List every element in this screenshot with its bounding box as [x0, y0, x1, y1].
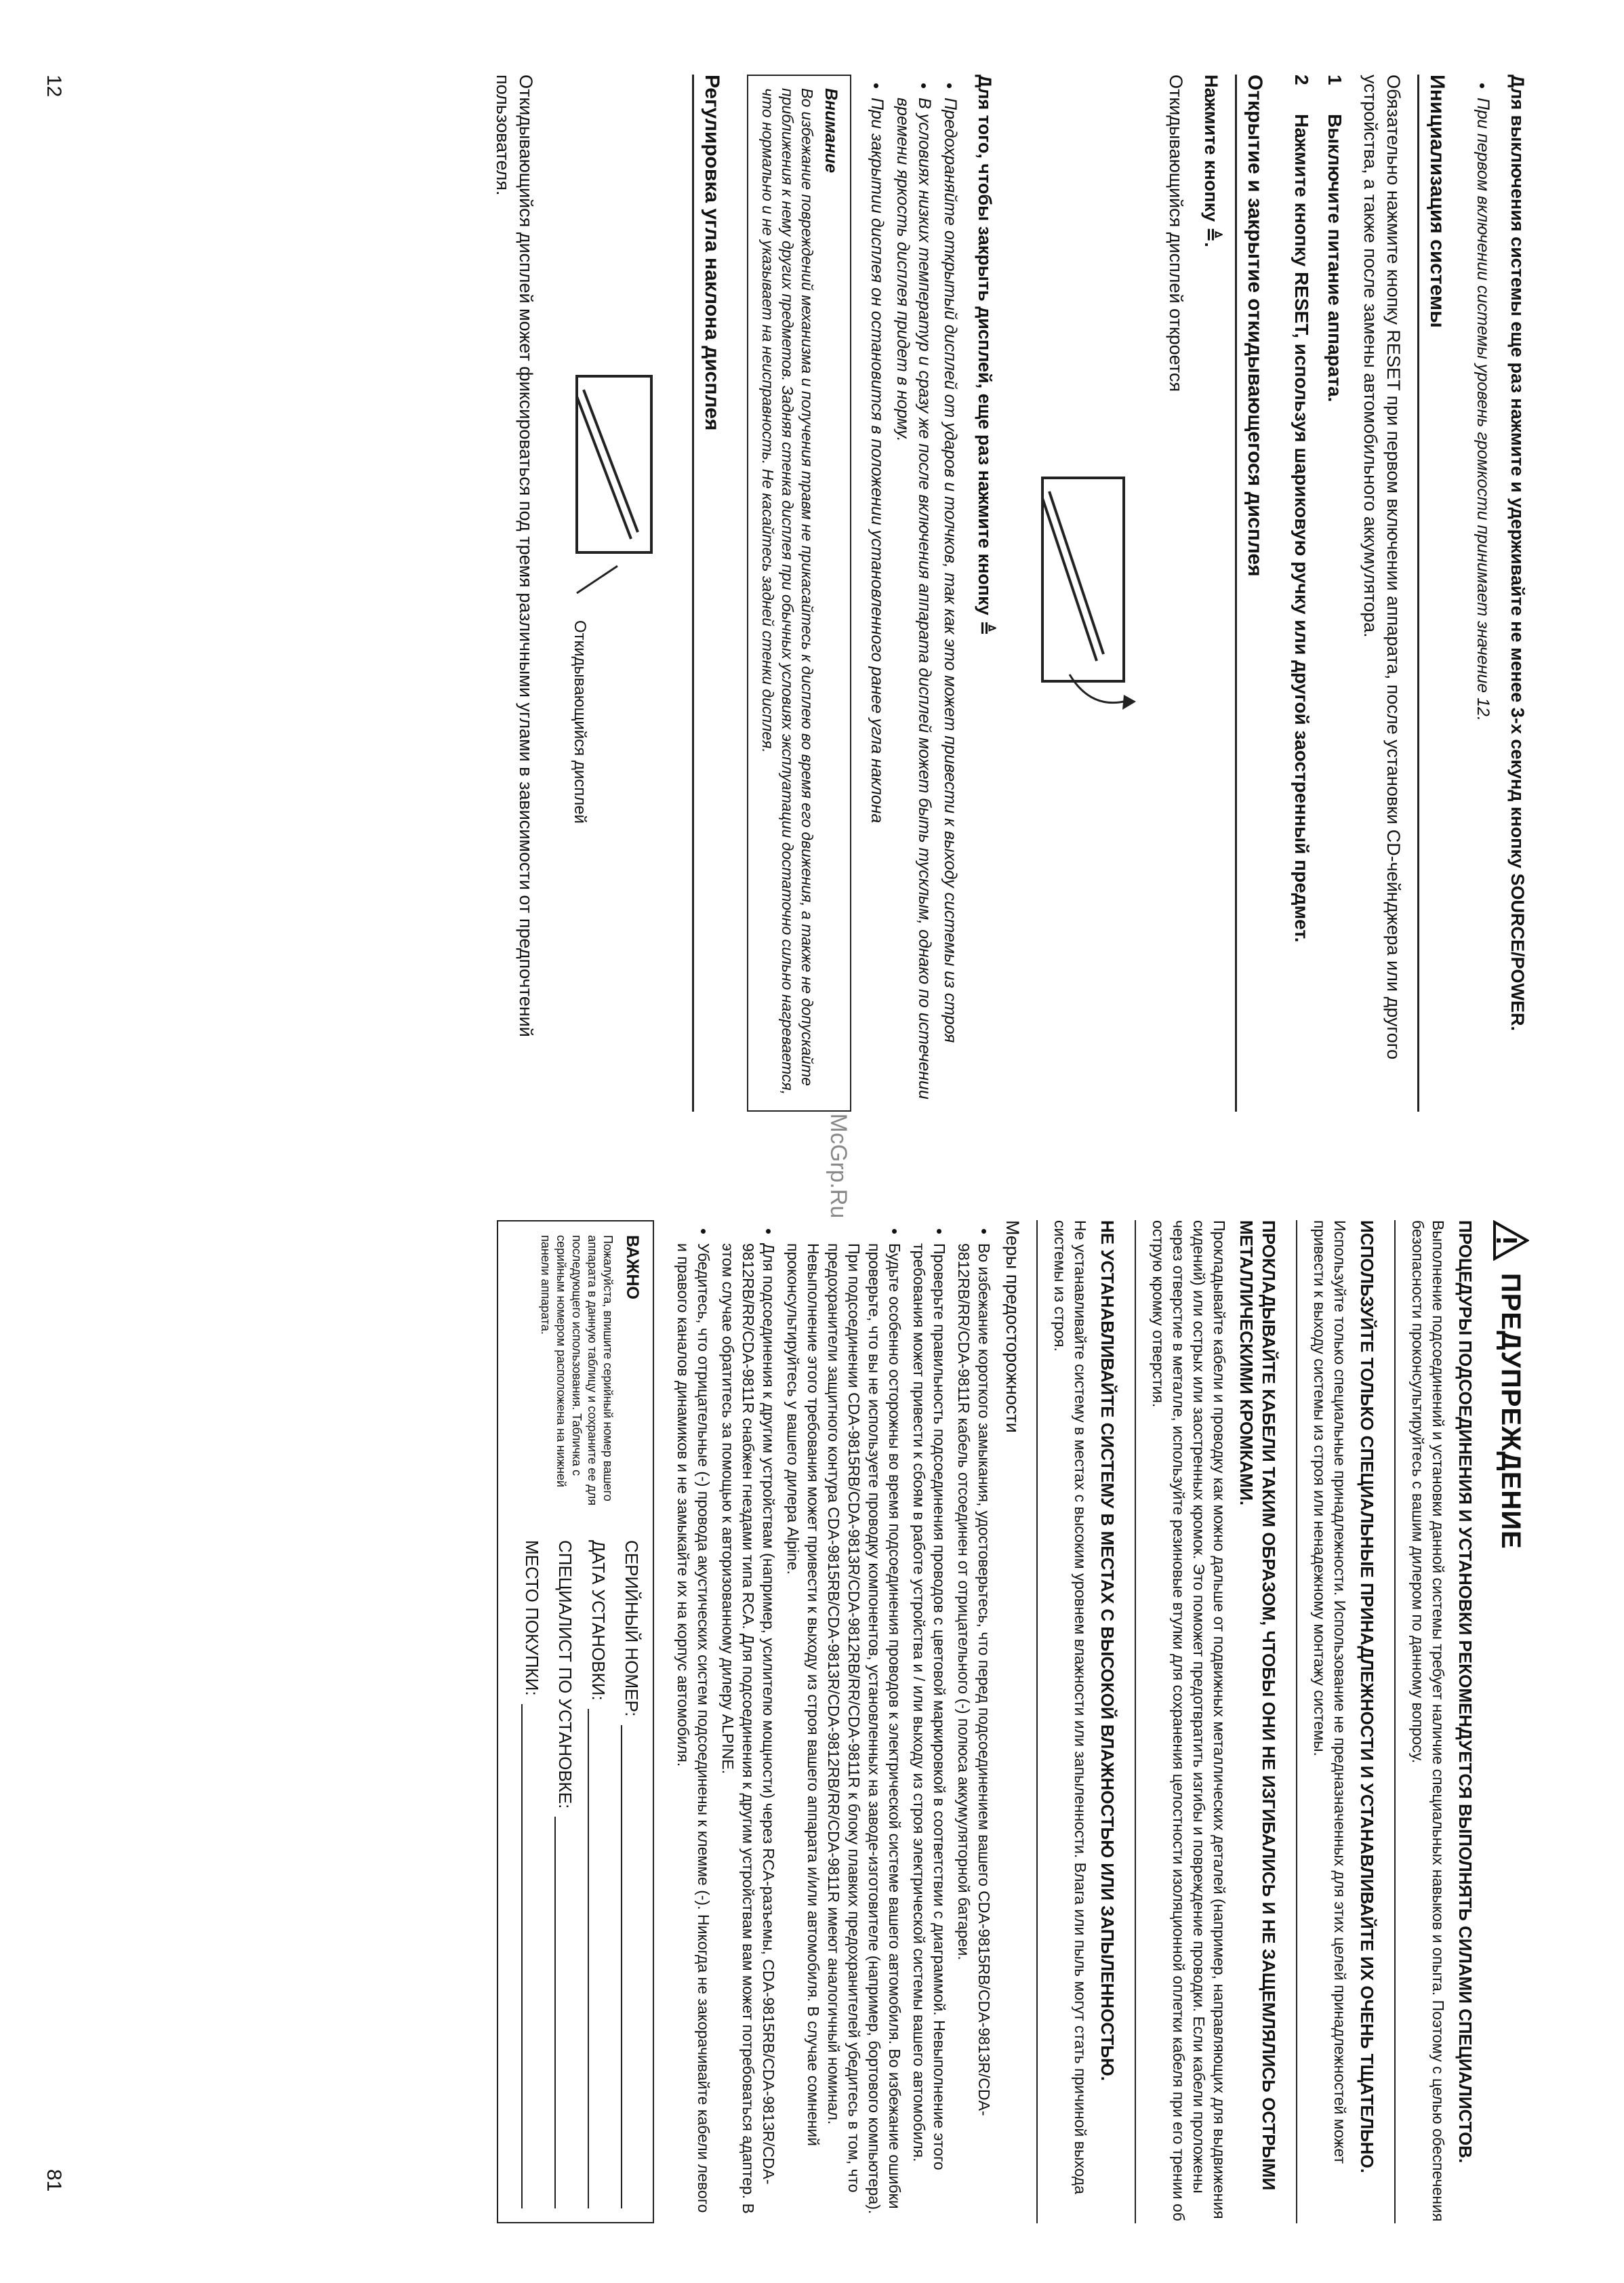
warning-4-heading: НЕ УСТАНАВЛИВАЙТЕ СИСТЕМУ В МЕСТАХ С ВЫСОКОЙ ВЛАЖНОСТЬЮ ИЛИ ЗАПЫЛЕННОСТЬЮ. — [1097, 1220, 1118, 2082]
tilt-section-title: Регулировка угла наклона дисплея — [692, 75, 724, 1112]
tilt-figure — [556, 75, 678, 1112]
init-section-title: Инициализация системы — [1417, 75, 1449, 1112]
page-12 — [479, 75, 1529, 1112]
precautions-title: Меры предосторожности — [1002, 1220, 1023, 1433]
step-2-text: Нажмите кнопку RESET, используя шариковую ручку или другой заостренный предмет. — [1291, 114, 1312, 943]
serial-number-field[interactable] — [621, 1540, 642, 2208]
intro-notes — [1472, 75, 1494, 1112]
page-number-right: 81 — [43, 2169, 65, 2192]
watermark: McGrp.Ru — [826, 1113, 851, 1219]
step-2-number: 2 — [1291, 75, 1312, 85]
tilt-figure-label: Откидывающийся дисплей — [571, 620, 589, 824]
warning-2-text: Используйте только специальные принадлежности. Использование не предназначенных для этих целей принадлежностей может привести к выходу системы из строя или ненадежному монтажу системы. — [1311, 1220, 1349, 2164]
display-tilt-illustration — [556, 363, 678, 607]
precaution-item: • Убедитесь, что отрицательные (-) провода акустических систем подсоединены к клемме (-). Никогда не закорачивайте кабели левого и правого каналов динамиков и не замыкайте их на корпус автомобиля. — [673, 1243, 714, 2223]
important-text: Пожалуйста, впишите серийный номер вашего аппарата в данную таблицу и сохраните ее для последующего использования. Табличка с серийным номером расположена на нижней панели аппарата. — [539, 1235, 615, 1506]
warning-4-text: Не устанавливайте систему в местах с высоким уровнем влажности или запыленности. Влага или пыль могут стать причиной выхода системы из строя. — [1051, 1220, 1089, 2195]
installer-label: СПЕЦИАЛИСТ ПО УСТАНОВКЕ: — [555, 1540, 575, 1809]
divider — [1394, 1220, 1396, 2223]
purchase-place-field[interactable] — [521, 1540, 542, 2208]
warning-header — [1493, 1220, 1529, 2223]
step-1-text: Выключите питание аппарата. — [1324, 114, 1345, 403]
display-opens-text: Откидывающийся дисплей откроется — [1166, 75, 1186, 392]
serial-number-label: СЕРИЙНЫЙ НОМЕР: — [622, 1540, 642, 1717]
important-title: ВАЖНО — [623, 1235, 642, 1299]
open-close-section-title: Открытие и закрытие откидывающегося дисплея — [1235, 75, 1267, 1112]
step-1 — [1323, 75, 1347, 1112]
warning-2-heading: ИСПОЛЬЗУЙТЕ ТОЛЬКО СПЕЦИАЛЬНЫЕ ПРИНАДЛЕЖНОСТИ И УСТАНАВЛИВАЙТЕ ИХ ОЧЕНЬ ТЩАТЕЛЬНО. — [1357, 1220, 1377, 2173]
warning-1-heading: ПРОЦЕДУРЫ ПОДСОЕДИНЕНИЯ И УСТАНОВКИ РЕКОМЕНДУЕТСЯ ВЫПОЛНЯТЬ СИЛАМИ СПЕЦИАЛИСТОВ. — [1455, 1220, 1476, 2164]
warning-3-heading: ПРОКЛАДЫВАЙТЕ КАБЕЛИ ТАКИМ ОБРАЗОМ, ЧТОБЫ ОНИ НЕ ИЗГИБАЛИСЬ И НЕ ЗАЩЕМЛЯЛИСЬ ОСТРЫМИ МЕТАЛЛИЧЕСКИМИ КРОМКАМИ. — [1236, 1220, 1279, 2191]
precaution-item: • Для подсоединения к другим устройствам (например, усилителю мощности) через RCA-разъемы, CDA-9815RB/CDA-9813R/CDA-9812RB/RR/CDA-9811R снабжен гнездами типа RCA. Для подсоединения к другим устройствам вам может потребоваться адаптер. В этом случае обратитесь за помощью к авторизованному дилеру ALPINE. — [718, 1243, 779, 2223]
page-number-left: 12 — [43, 75, 65, 98]
step-2 — [1290, 75, 1314, 1112]
caution-box — [747, 75, 851, 1112]
important-info — [509, 1235, 642, 1520]
precaution-item: • Проверьте правильность подсоединения проводов с цветовой маркировкой в соответствии с диаграммой. Невыполнение этого требования может привести к сбоям в работе устройства и / или выходу из строя электрической системы вашего автомобиля. — [909, 1243, 950, 2223]
purchase-place-label: МЕСТО ПОКУПКИ: — [522, 1540, 542, 1696]
display-open-illustration — [1015, 451, 1151, 735]
volume-note: • При первом включении системы уровень громкости принимает значение 12. — [1472, 98, 1494, 1112]
press-open-instruction: Нажмите кнопку ≜. — [1201, 75, 1221, 247]
precaution-item: • Во избежание короткого замыкания, удостоверьтесь, что перед подсоединением вашего CDA-9815RB/CDA-9813R/CDA-9812RB/RR/CDA-9811R кабель отсоединен от отрицательного (-) полюса аккумуляторной батареи. — [954, 1243, 994, 2223]
warning-1-text: Выполнение подсоединений и установки данной системы требует наличие специальных навыков и опыта. Поэтому с целью обеспечения безопасности проконсультируйтесь с вашим дилером по данному вопросу. — [1409, 1220, 1447, 2222]
display-note-3: • При закрытии дисплея он остановится в положении установленного ранее угла наклона — [866, 98, 888, 1112]
warning-3-text: Прокладывайте кабели и проводку как можно дальше от подвижных металлических деталей (например, направляющих для выдвижения сидений) или острых или заостренных кромок. Это поможет предотвратить изгибы и повреждение проводки. Если кабели проложены через отверстие в металле, используйте резиновые втулки для сохранения целостности изоляционной оплетки кабеля при его трении об острую кромку отверстия. — [1150, 1220, 1228, 2221]
page-81 — [497, 1220, 1529, 2223]
installer-field[interactable] — [554, 1540, 575, 2208]
caution-title: Внимание — [821, 88, 840, 174]
power-off-instruction: Для выключения системы еще раз нажмите и удерживайте не менее 3-х секунд кнопку SOURCE/POWER. — [1507, 75, 1528, 1032]
display-note-2: • В условиях низких температур и сразу же после включения аппарата дисплей может быть тусклым, однако по истечении времени яркость дисплея придет в норму. — [892, 98, 935, 1112]
divider — [1135, 1220, 1136, 2223]
warning-title: ПРЕДУПРЕЖДЕНИЕ — [1496, 1273, 1526, 1550]
display-notes — [866, 75, 961, 1112]
close-display-instruction: Для того, чтобы закрыть дисплей, еще раз нажмите кнопку ≜ — [975, 75, 995, 636]
divider — [1296, 1220, 1297, 2223]
caution-text: Во избежание повреждений механизма и получения травм не прикасайтесь к дисплею во время его движения, а также не допускайте приближения к нему других предметов. Задняя стенка дисплея при обычных условиях эксплуатации достаточно сильно нагревается, что нормально и не указывает на неисправность. Не касайтесь задней стенки дисплея. — [759, 88, 816, 1095]
warning-triangle-icon — [1493, 1220, 1529, 1261]
precaution-item: • Будьте особенно осторожны во время подсоединения проводов к электрической системе вашего автомобиля. Во избежание ошибки проверьте, что вы не используете проводку компонентов, установленных на заводе-изготовителе (например, бортового компьютера). При подсоединении CDA-9815RB/CDA-9813R/CDA-9812RB/RR/CDA-9811R к блоку плавких предохранителей убедитесь в том, что предохранители защитного контура CDA-9815RB/CDA-9813R/CDA-9812RB/RR/CDA-9811R имеют аналогичный номинал. Невыполнение этого требования может привести к выходу из строя вашего аппарата и/или автомобиля. В случае сомнений проконсультируйтесь у вашего дилера Alpine. — [783, 1243, 905, 2223]
important-box — [497, 1220, 654, 2223]
install-date-label: ДАТА УСТАНОВКИ: — [588, 1540, 609, 1701]
install-date-field[interactable] — [588, 1540, 609, 2208]
precautions-list — [673, 1220, 994, 2223]
registration-fields — [509, 1540, 642, 2208]
init-text: Обязательно нажмите кнопку RESET при первом включении аппарата, после установки CD-чейнджера или другого устройства, а также после замены автомобильного аккумулятора. — [1360, 75, 1404, 1059]
divider — [1036, 1220, 1038, 2223]
display-open-figure — [1015, 75, 1151, 1112]
tilt-text: Откидывающийся дисплей может фиксироваться под тремя различными углами в зависимости от предпочтений пользователя. — [493, 75, 536, 1037]
step-1-number: 1 — [1324, 75, 1345, 85]
display-note-1: • Предохраняйте открытый дисплей от ударов и толчков, так как это может привести к выходу системы из строя — [939, 98, 961, 1112]
